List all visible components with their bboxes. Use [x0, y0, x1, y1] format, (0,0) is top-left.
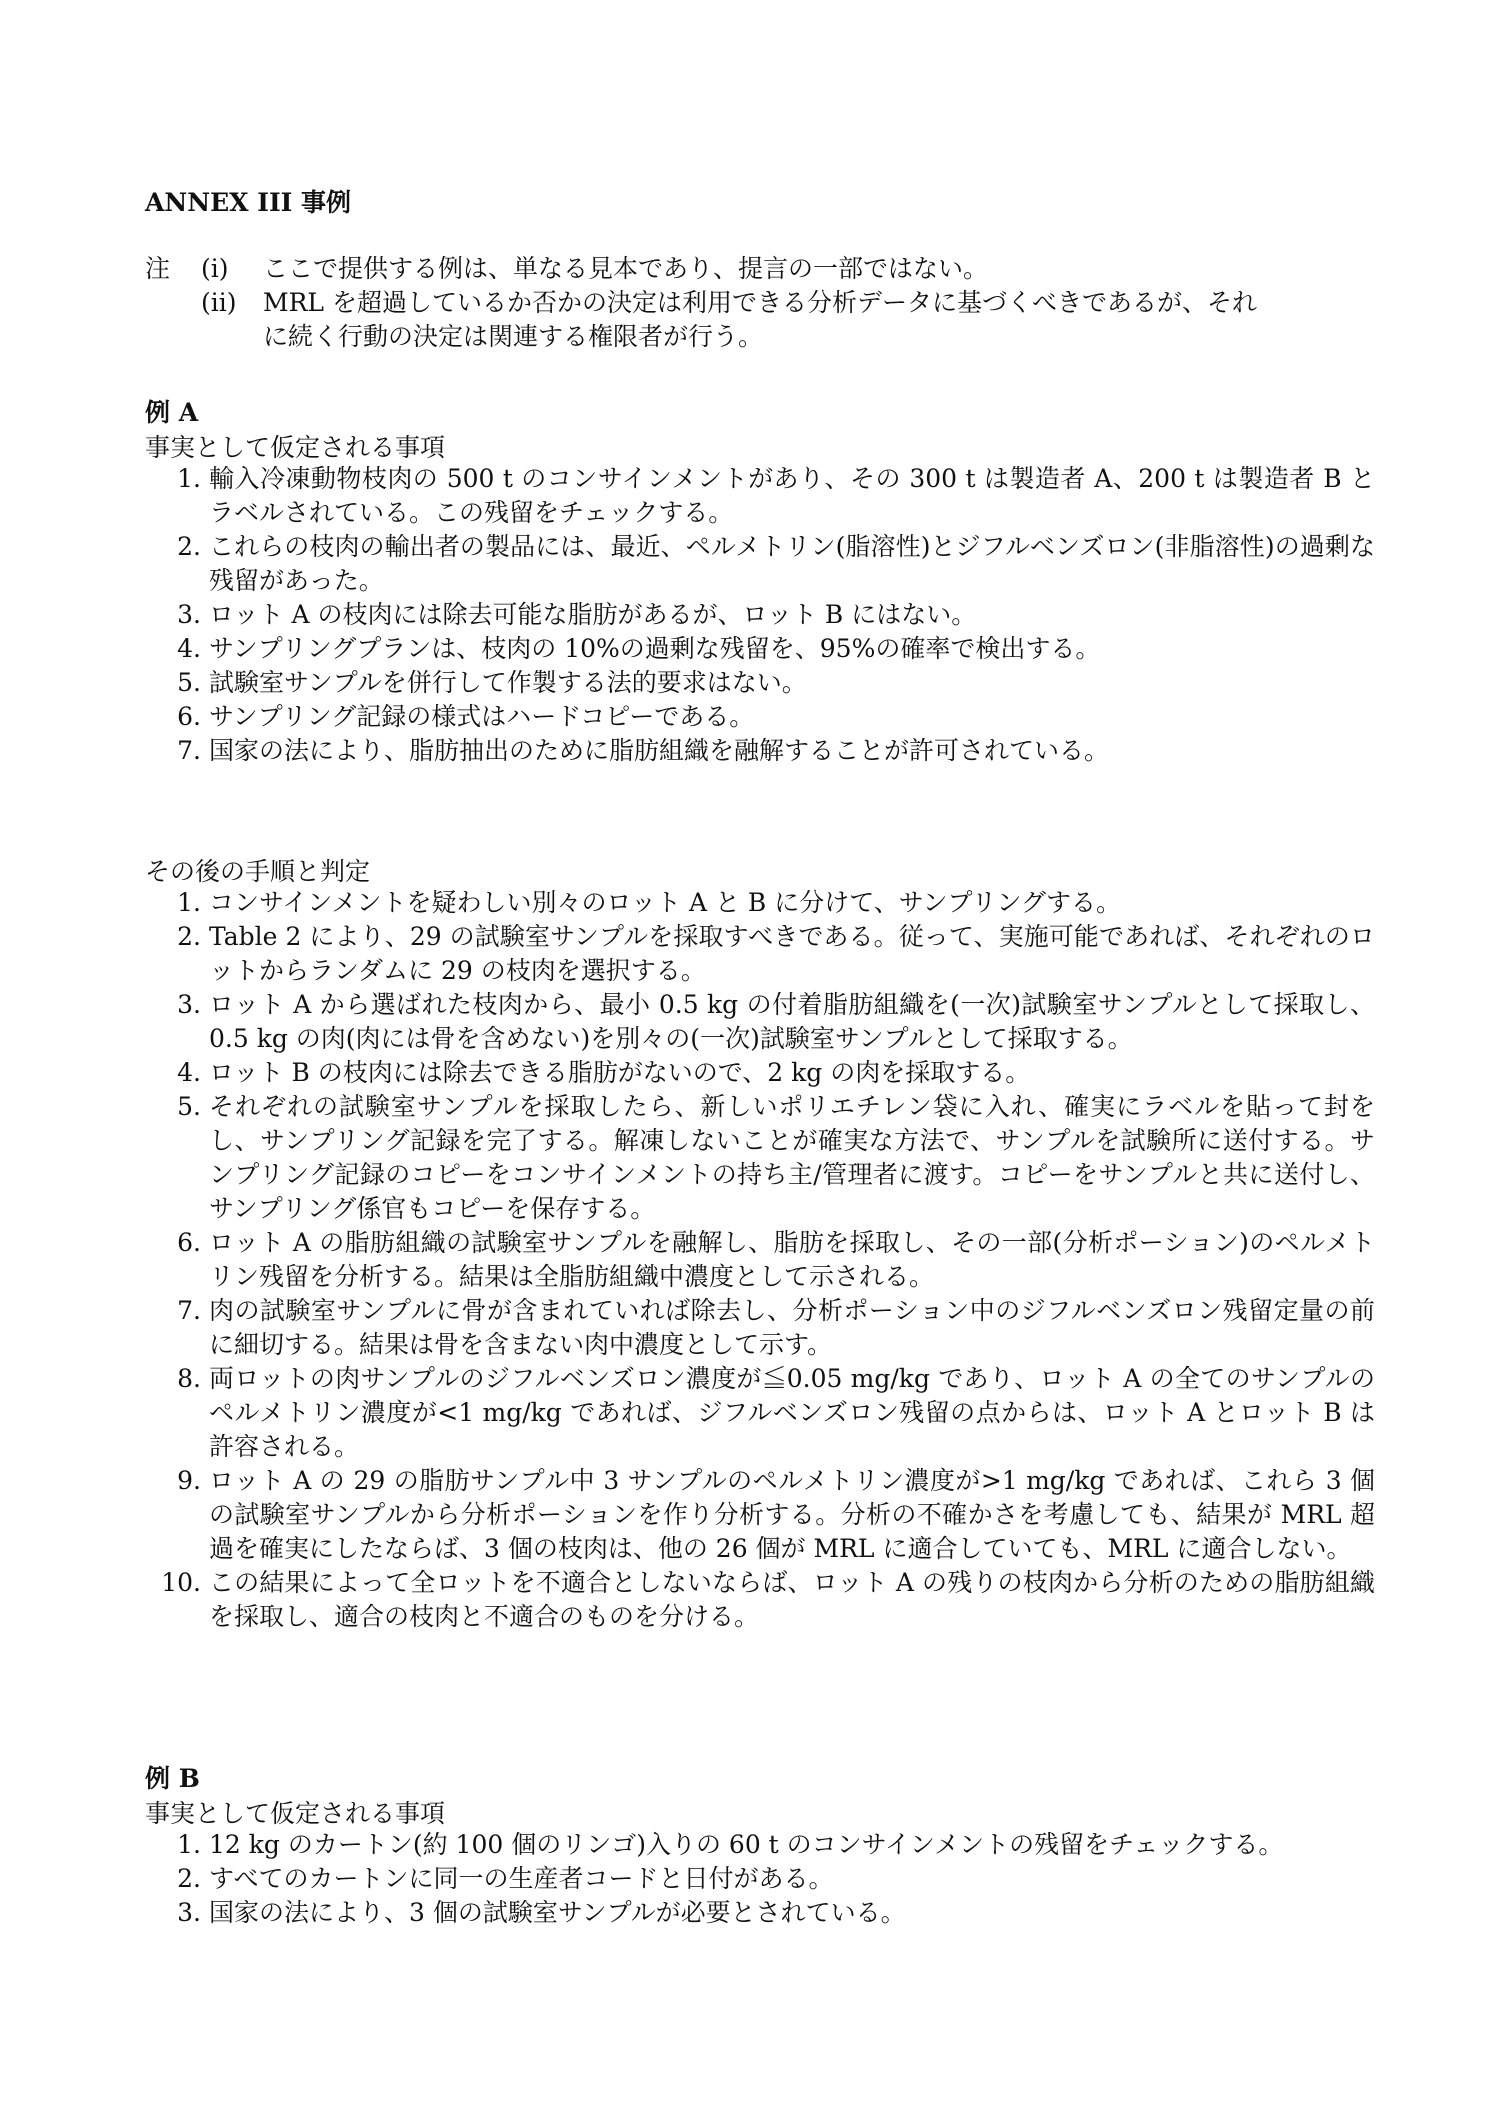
note-number: (i): [201, 254, 229, 283]
notes-block: [145, 252, 1375, 354]
list-item: [145, 1294, 1375, 1362]
list-item-number: 2.: [177, 922, 201, 951]
page-title: ANNEX III 事例: [145, 188, 352, 217]
list-item: [145, 530, 1375, 598]
list-item: [145, 598, 1375, 632]
note-number: (ii): [201, 288, 237, 317]
list-item-text: 12 kg のカートン(約 100 個のリンゴ)入りの 60 t のコンサインメントの残留をチェックする。: [209, 1830, 1284, 1859]
list-item-text: ロット B の枝肉には除去できる脂肪がないので、2 kg の肉を採取する。: [209, 1058, 1031, 1087]
list-item-text: すべてのカートンに同一の生産者コードと日付がある。: [209, 1864, 834, 1893]
example-a-steps-heading: その後の手順と判定: [145, 857, 371, 886]
list-item-text: これらの枝肉の輸出者の製品には、最近、ペルメトリン(脂溶性)とジフルベンズロン(非脂溶性)の過剰な残留があった。: [209, 532, 1375, 595]
list-item-number: 6.: [177, 1228, 201, 1257]
list-item: [145, 1464, 1375, 1566]
list-item: [145, 666, 1375, 700]
list-item-number: 7.: [177, 1296, 201, 1325]
list-item-text: 国家の法により、3 個の試験室サンプルが必要とされている。: [209, 1898, 906, 1927]
note-text: MRL を超過しているか否かの決定は利用できる分析データに基づくべきであるが、それ: [263, 288, 1257, 317]
list-item-number: 2.: [177, 1864, 201, 1893]
list-item: [145, 1828, 1375, 1862]
list-item-number: 9.: [177, 1466, 201, 1495]
list-item-text: 試験室サンプルを併行して作製する法的要求はない。: [209, 668, 807, 697]
list-item-number: 7.: [177, 736, 201, 765]
list-item: [145, 988, 1375, 1056]
list-item-number: 3.: [177, 990, 201, 1019]
list-item-number: 3.: [177, 1898, 201, 1927]
example-b-facts-heading: 事実として仮定される事項: [145, 1799, 446, 1828]
list-item: [145, 1056, 1375, 1090]
note-text: ここで提供する例は、単なる見本であり、提言の一部ではない。: [263, 254, 989, 283]
list-item: [145, 734, 1375, 768]
list-item-text: ロット A の 29 の脂肪サンプル中 3 サンプルのペルメトリン濃度が>1 mg/kg であれば、これら 3 個の試験室サンプルから分析ポーションを作り分析する。分析の不確かさを考慮しても、結果が MRL 超過を確実にしたならば、3 個の枝肉は、他の 26 個が MRL に適合していても、MRL に適合しない。: [209, 1466, 1375, 1563]
list-item-text: 肉の試験室サンプルに骨が含まれていれば除去し、分析ポーション中のジフルベンズロン残留定量の前に細切する。結果は骨を含まない肉中濃度として示す。: [209, 1296, 1375, 1359]
note-item: [145, 286, 1375, 320]
list-item-text: 両ロットの肉サンプルのジフルベンズロン濃度が≦0.05 mg/kg であり、ロット A の全てのサンプルのペルメトリン濃度が<1 mg/kg であれば、ジフルベンズロン残留の点からは、ロット A とロット B は許容される。: [209, 1364, 1375, 1461]
list-item: [145, 1362, 1375, 1464]
list-item: [145, 1090, 1375, 1226]
example-a-facts-heading: 事実として仮定される事項: [145, 433, 446, 462]
list-item-number: 8.: [177, 1364, 201, 1393]
list-item-number: 6.: [177, 702, 201, 731]
list-item: [145, 1566, 1375, 1634]
notes-label: 注: [145, 254, 171, 283]
list-item-text: 国家の法により、脂肪抽出のために脂肪組織を融解することが許可されている。: [209, 736, 1110, 765]
list-item-text: サンプリング記録の様式はハードコピーである。: [209, 702, 755, 731]
list-item: [145, 1862, 1375, 1896]
note-item: [145, 252, 1375, 286]
list-item: [145, 632, 1375, 666]
example-a-heading: 例 A: [145, 398, 199, 427]
list-item-text: ロット A の枝肉には除去可能な脂肪があるが、ロット B にはない。: [209, 600, 977, 629]
list-item-text: この結果によって全ロットを不適合としないならば、ロット A の残りの枝肉から分析のための脂肪組織を採取し、適合の枝肉と不適合のものを分ける。: [209, 1568, 1375, 1631]
example-a-steps-list: [145, 886, 1375, 1634]
example-b-facts-list: [145, 1828, 1375, 1930]
example-a-facts-list: [145, 462, 1375, 768]
list-item: [145, 462, 1375, 530]
list-item-number: 10.: [161, 1568, 201, 1597]
list-item: [145, 886, 1375, 920]
list-item-text: サンプリングプランは、枝肉の 10%の過剰な残留を、95%の確率で検出する。: [209, 634, 1101, 663]
list-item-text: 輸入冷凍動物枝肉の 500 t のコンサインメントがあり、その 300 t は製造者 A、200 t は製造者 B とラベルされている。この残留をチェックする。: [209, 464, 1375, 527]
list-item: [145, 920, 1375, 988]
list-item-text: それぞれの試験室サンプルを採取したら、新しいポリエチレン袋に入れ、確実にラベルを貼って封をし、サンプリング記録を完了する。解凍しないことが確実な方法で、サンプルを試験所に送付する。サンプリング記録のコピーをコンサインメントの持ち主/管理者に渡す。コピーをサンプルと共に送付し、サンプリング係官もコピーを保存する。: [209, 1092, 1375, 1223]
list-item-text: ロット A の脂肪組織の試験室サンプルを融解し、脂肪を採取し、その一部(分析ポーション)のペルメトリン残留を分析する。結果は全脂肪組織中濃度として示される。: [209, 1228, 1375, 1291]
list-item: [145, 1226, 1375, 1294]
list-item-number: 1.: [177, 1830, 201, 1859]
list-item-text: ロット A から選ばれた枝肉から、最小 0.5 kg の付着脂肪組織を(一次)試験室サンプルとして採取し、0.5 kg の肉(肉には骨を含めない)を別々の(一次)試験室サンプルとして採取する。: [209, 990, 1375, 1053]
list-item-number: 5.: [177, 1092, 201, 1121]
list-item-number: 5.: [177, 668, 201, 697]
note-continuation: に続く行動の決定は関連する権限者が行う。: [263, 322, 764, 351]
list-item: [145, 1896, 1375, 1930]
list-item-number: 1.: [177, 888, 201, 917]
list-item-number: 3.: [177, 600, 201, 629]
list-item-text: コンサインメントを疑わしい別々のロット A と B に分けて、サンプリングする。: [209, 888, 1121, 917]
list-item: [145, 700, 1375, 734]
list-item-number: 4.: [177, 1058, 201, 1087]
list-item-number: 4.: [177, 634, 201, 663]
example-b-heading: 例 B: [145, 1764, 200, 1793]
list-item-number: 2.: [177, 532, 201, 561]
list-item-text: Table 2 により、29 の試験室サンプルを採取すべきである。従って、実施可能であれば、それぞれのロットからランダムに 29 の枝肉を選択する。: [209, 922, 1375, 985]
list-item-number: 1.: [177, 464, 201, 493]
